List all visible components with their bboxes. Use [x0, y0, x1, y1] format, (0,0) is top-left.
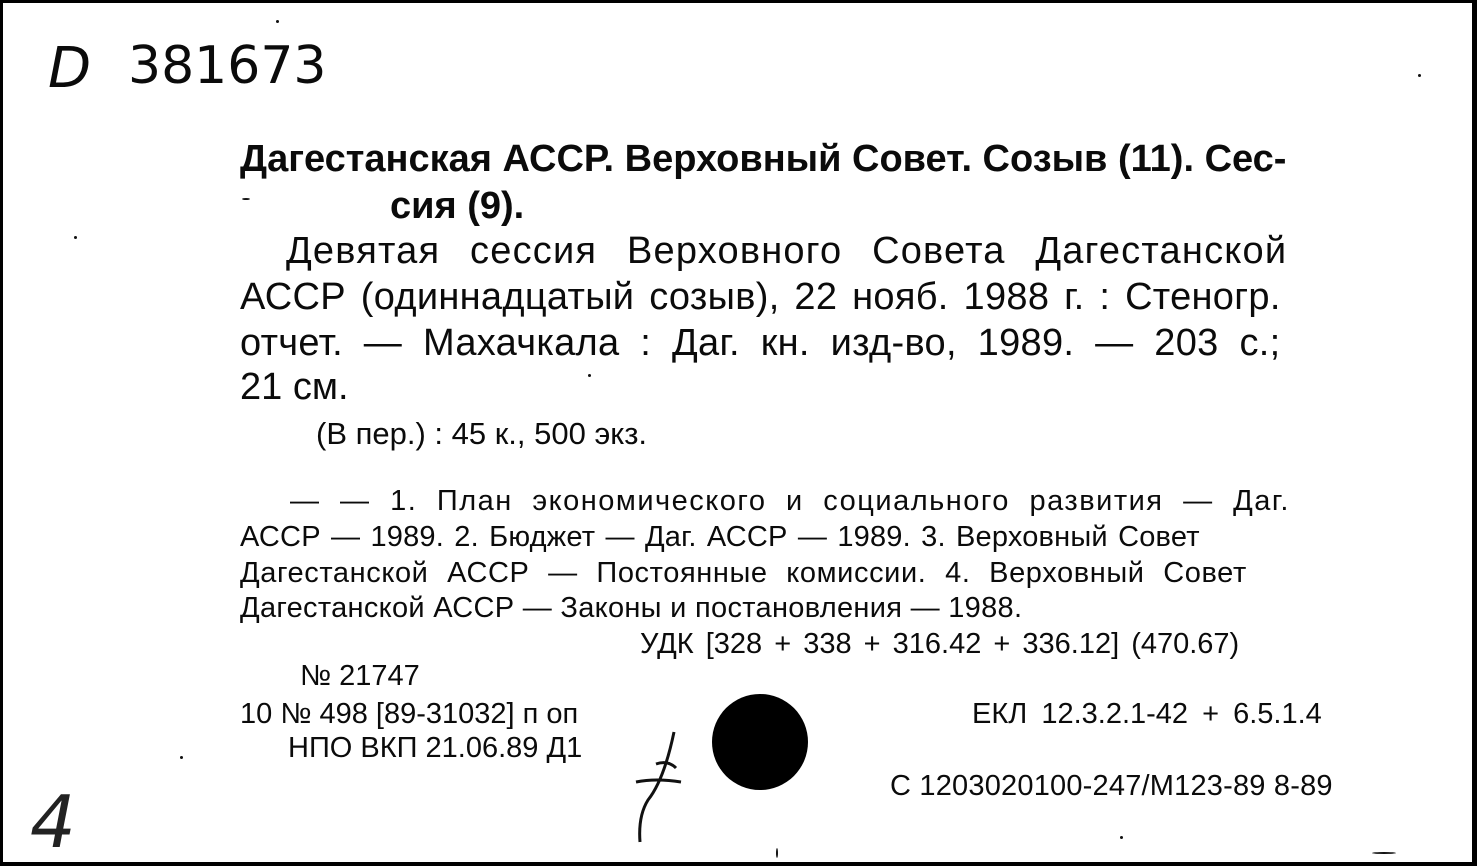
speck: [180, 756, 183, 759]
speck: [1120, 836, 1123, 839]
title-line-1: Девятая сессия Верховного Совета Дагестанской: [286, 230, 1288, 272]
print-info-line-2: НПО ВКП 21.06.89 Д1: [288, 732, 583, 764]
udk-line: УДК [328 + 338 + 316.42 + 336.12] (470.67): [640, 628, 1240, 660]
subjects-line-2: АССР — 1989. 2. Бюджет — Даг. АССР — 1989. 3. Верховный Совет: [240, 521, 1200, 553]
ekl-line: ЕКЛ 12.3.2.1-42 + 6.5.1.4: [972, 698, 1322, 730]
subjects-line-4: Дагестанской АССР — Законы и постановления — 1988.: [240, 592, 1023, 624]
speck: [276, 20, 279, 23]
code-line: С 1203020100-247/М123-89 8-89: [890, 770, 1333, 802]
price-line: (В пер.) : 45 к., 500 экз.: [316, 416, 648, 451]
title-line-3: отчет. — Махачкала : Даг. кн. изд-во, 1989. — 203 с.;: [240, 322, 1281, 364]
speck: [1372, 852, 1396, 854]
handwritten-mark: [626, 720, 696, 850]
print-info-line-1: 10 № 498 [89-31032] п оп: [240, 698, 579, 730]
speck: [242, 198, 250, 200]
title-line-2: АССР (одиннадцатый созыв), 22 нояб. 1988 г. : Стеногр.: [240, 276, 1281, 318]
stamp-number: 381673: [128, 36, 327, 96]
subjects-line-1: — — 1. План экономического и социального развития — Даг.: [290, 485, 1290, 517]
title-line-4: 21 см.: [240, 366, 349, 408]
speck: [776, 848, 778, 858]
subjects-line-3: Дагестанской АССР — Постоянные комиссии. 4. Верховный Совет: [240, 557, 1247, 589]
stamp-letter: D: [48, 36, 92, 101]
speck: [74, 236, 77, 239]
heading-line-1: [240, 138, 1406, 181]
heading-line-2: сия (9).: [390, 185, 525, 227]
handwritten-number: 4: [30, 780, 76, 864]
speck: [1418, 74, 1421, 77]
heading-text-1: Дагестанская АССР. Верховный Совет. Созыв (11). Сес-: [240, 138, 1287, 180]
punch-hole-circle: [712, 694, 808, 790]
speck: [588, 374, 591, 377]
number-line: № 21747: [300, 660, 420, 692]
